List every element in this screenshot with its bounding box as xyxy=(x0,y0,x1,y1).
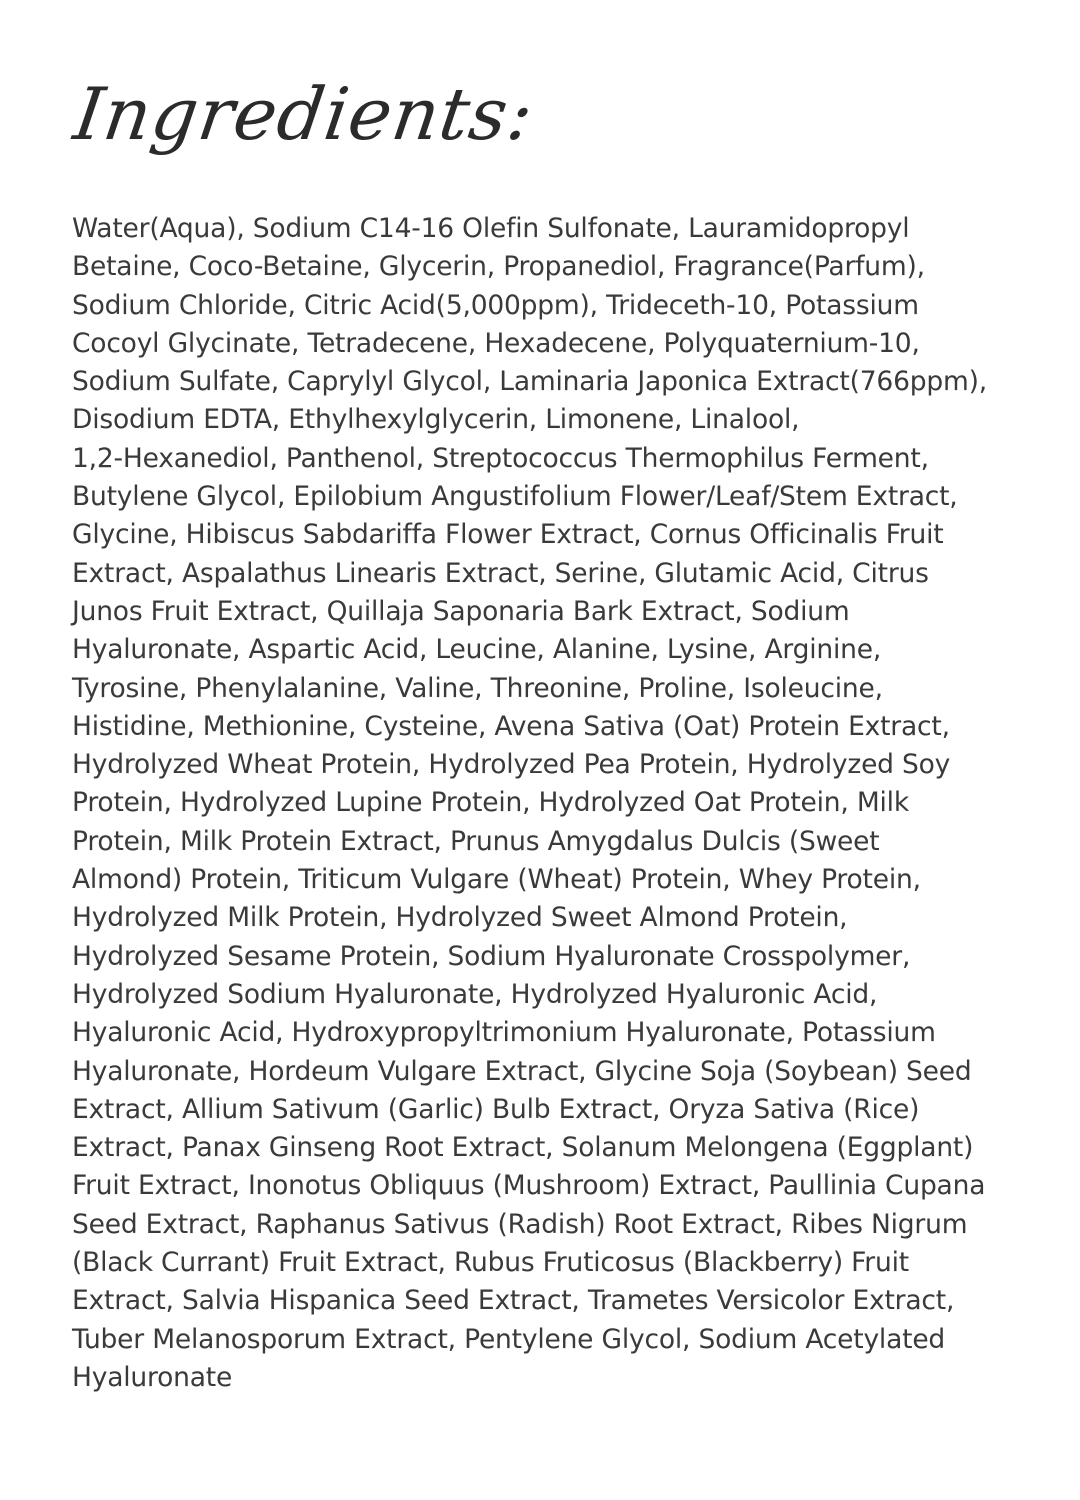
ingredient-line: Tuber Melanosporum Extract, Pentylene Glycol, Sodium Acetylated xyxy=(72,1323,946,1355)
ingredient-line: Hyaluronate xyxy=(72,1361,233,1393)
ingredient-line: Glycine, Hibiscus Sabdariffa Flower Extract, Cornus Officinalis Fruit xyxy=(72,519,944,551)
ingredient-line: Histidine, Methionine, Cysteine, Avena Sativa (Oat) Protein Extract, xyxy=(72,710,950,742)
ingredient-line: Disodium EDTA, Ethylhexylglycerin, Limonene, Linalool, xyxy=(72,404,800,436)
ingredient-line: Hydrolyzed Milk Protein, Hydrolyzed Sweet Almond Protein, xyxy=(72,902,848,934)
ingredient-line: (Black Currant) Fruit Extract, Rubus Fruticosus (Blackberry) Fruit xyxy=(72,1247,909,1279)
ingredient-line: Betaine, Coco-Betaine, Glycerin, Propanediol, Fragrance(Parfum), xyxy=(72,251,925,283)
ingredient-line: Sodium Chloride, Citric Acid(5,000ppm), Trideceth-10, Potassium xyxy=(72,289,919,321)
ingredient-line: Extract, Aspalathus Linearis Extract, Serine, Glutamic Acid, Citrus xyxy=(72,557,929,589)
ingredient-line: Junos Fruit Extract, Quillaja Saponaria Bark Extract, Sodium xyxy=(72,595,850,627)
ingredient-line: Extract, Panax Ginseng Root Extract, Solanum Melongena (Eggplant) xyxy=(72,1132,974,1164)
ingredient-line: Hyaluronate, Hordeum Vulgare Extract, Glycine Soja (Soybean) Seed xyxy=(72,1055,972,1087)
ingredients-list xyxy=(72,210,1012,1397)
ingredient-line: Fruit Extract, Inonotus Obliquus (Mushroom) Extract, Paullinia Cupana xyxy=(72,1170,986,1202)
ingredient-line: Hyaluronic Acid, Hydroxypropyltrimonium Hyaluronate, Potassium xyxy=(72,1017,936,1049)
ingredient-line: Protein, Milk Protein Extract, Prunus Amygdalus Dulcis (Sweet xyxy=(72,825,880,857)
ingredient-line: Almond) Protein, Triticum Vulgare (Wheat) Protein, Whey Protein, xyxy=(72,864,921,896)
ingredient-line: Extract, Allium Sativum (Garlic) Bulb Extract, Oryza Sativa (Rice) xyxy=(72,1093,920,1125)
ingredient-line: Cocoyl Glycinate, Tetradecene, Hexadecene, Polyquaternium-10, xyxy=(72,327,920,359)
ingredient-line: Water(Aqua), Sodium C14-16 Olefin Sulfonate, Lauramidopropyl xyxy=(72,213,910,244)
ingredient-line: Seed Extract, Raphanus Sativus (Radish) Root Extract, Ribes Nigrum xyxy=(72,1208,968,1240)
ingredient-line: Hydrolyzed Wheat Protein, Hydrolyzed Pea Protein, Hydrolyzed Soy xyxy=(72,749,951,781)
ingredient-line: Extract, Salvia Hispanica Seed Extract, Trametes Versicolor Extract, xyxy=(72,1285,955,1317)
page-title: Ingredients: xyxy=(69,72,540,156)
ingredient-line: Protein, Hydrolyzed Lupine Protein, Hydrolyzed Oat Protein, Milk xyxy=(72,787,909,819)
ingredient-line: Hydrolyzed Sesame Protein, Sodium Hyaluronate Crosspolymer, xyxy=(72,940,911,972)
ingredient-line: 1,2-Hexanediol, Panthenol, Streptococcus Thermophilus Ferment, xyxy=(72,442,929,474)
ingredient-line: Tyrosine, Phenylalanine, Valine, Threonine, Proline, Isoleucine, xyxy=(72,672,883,704)
ingredient-line: Hyaluronate, Aspartic Acid, Leucine, Alanine, Lysine, Arginine, xyxy=(72,634,882,666)
ingredient-line: Butylene Glycol, Epilobium Angustifolium Flower/Leaf/Stem Extract, xyxy=(72,481,958,513)
ingredient-line: Hydrolyzed Sodium Hyaluronate, Hydrolyzed Hyaluronic Acid, xyxy=(72,978,878,1010)
ingredient-line: Sodium Sulfate, Caprylyl Glycol, Laminaria Japonica Extract(766ppm), xyxy=(72,366,987,398)
